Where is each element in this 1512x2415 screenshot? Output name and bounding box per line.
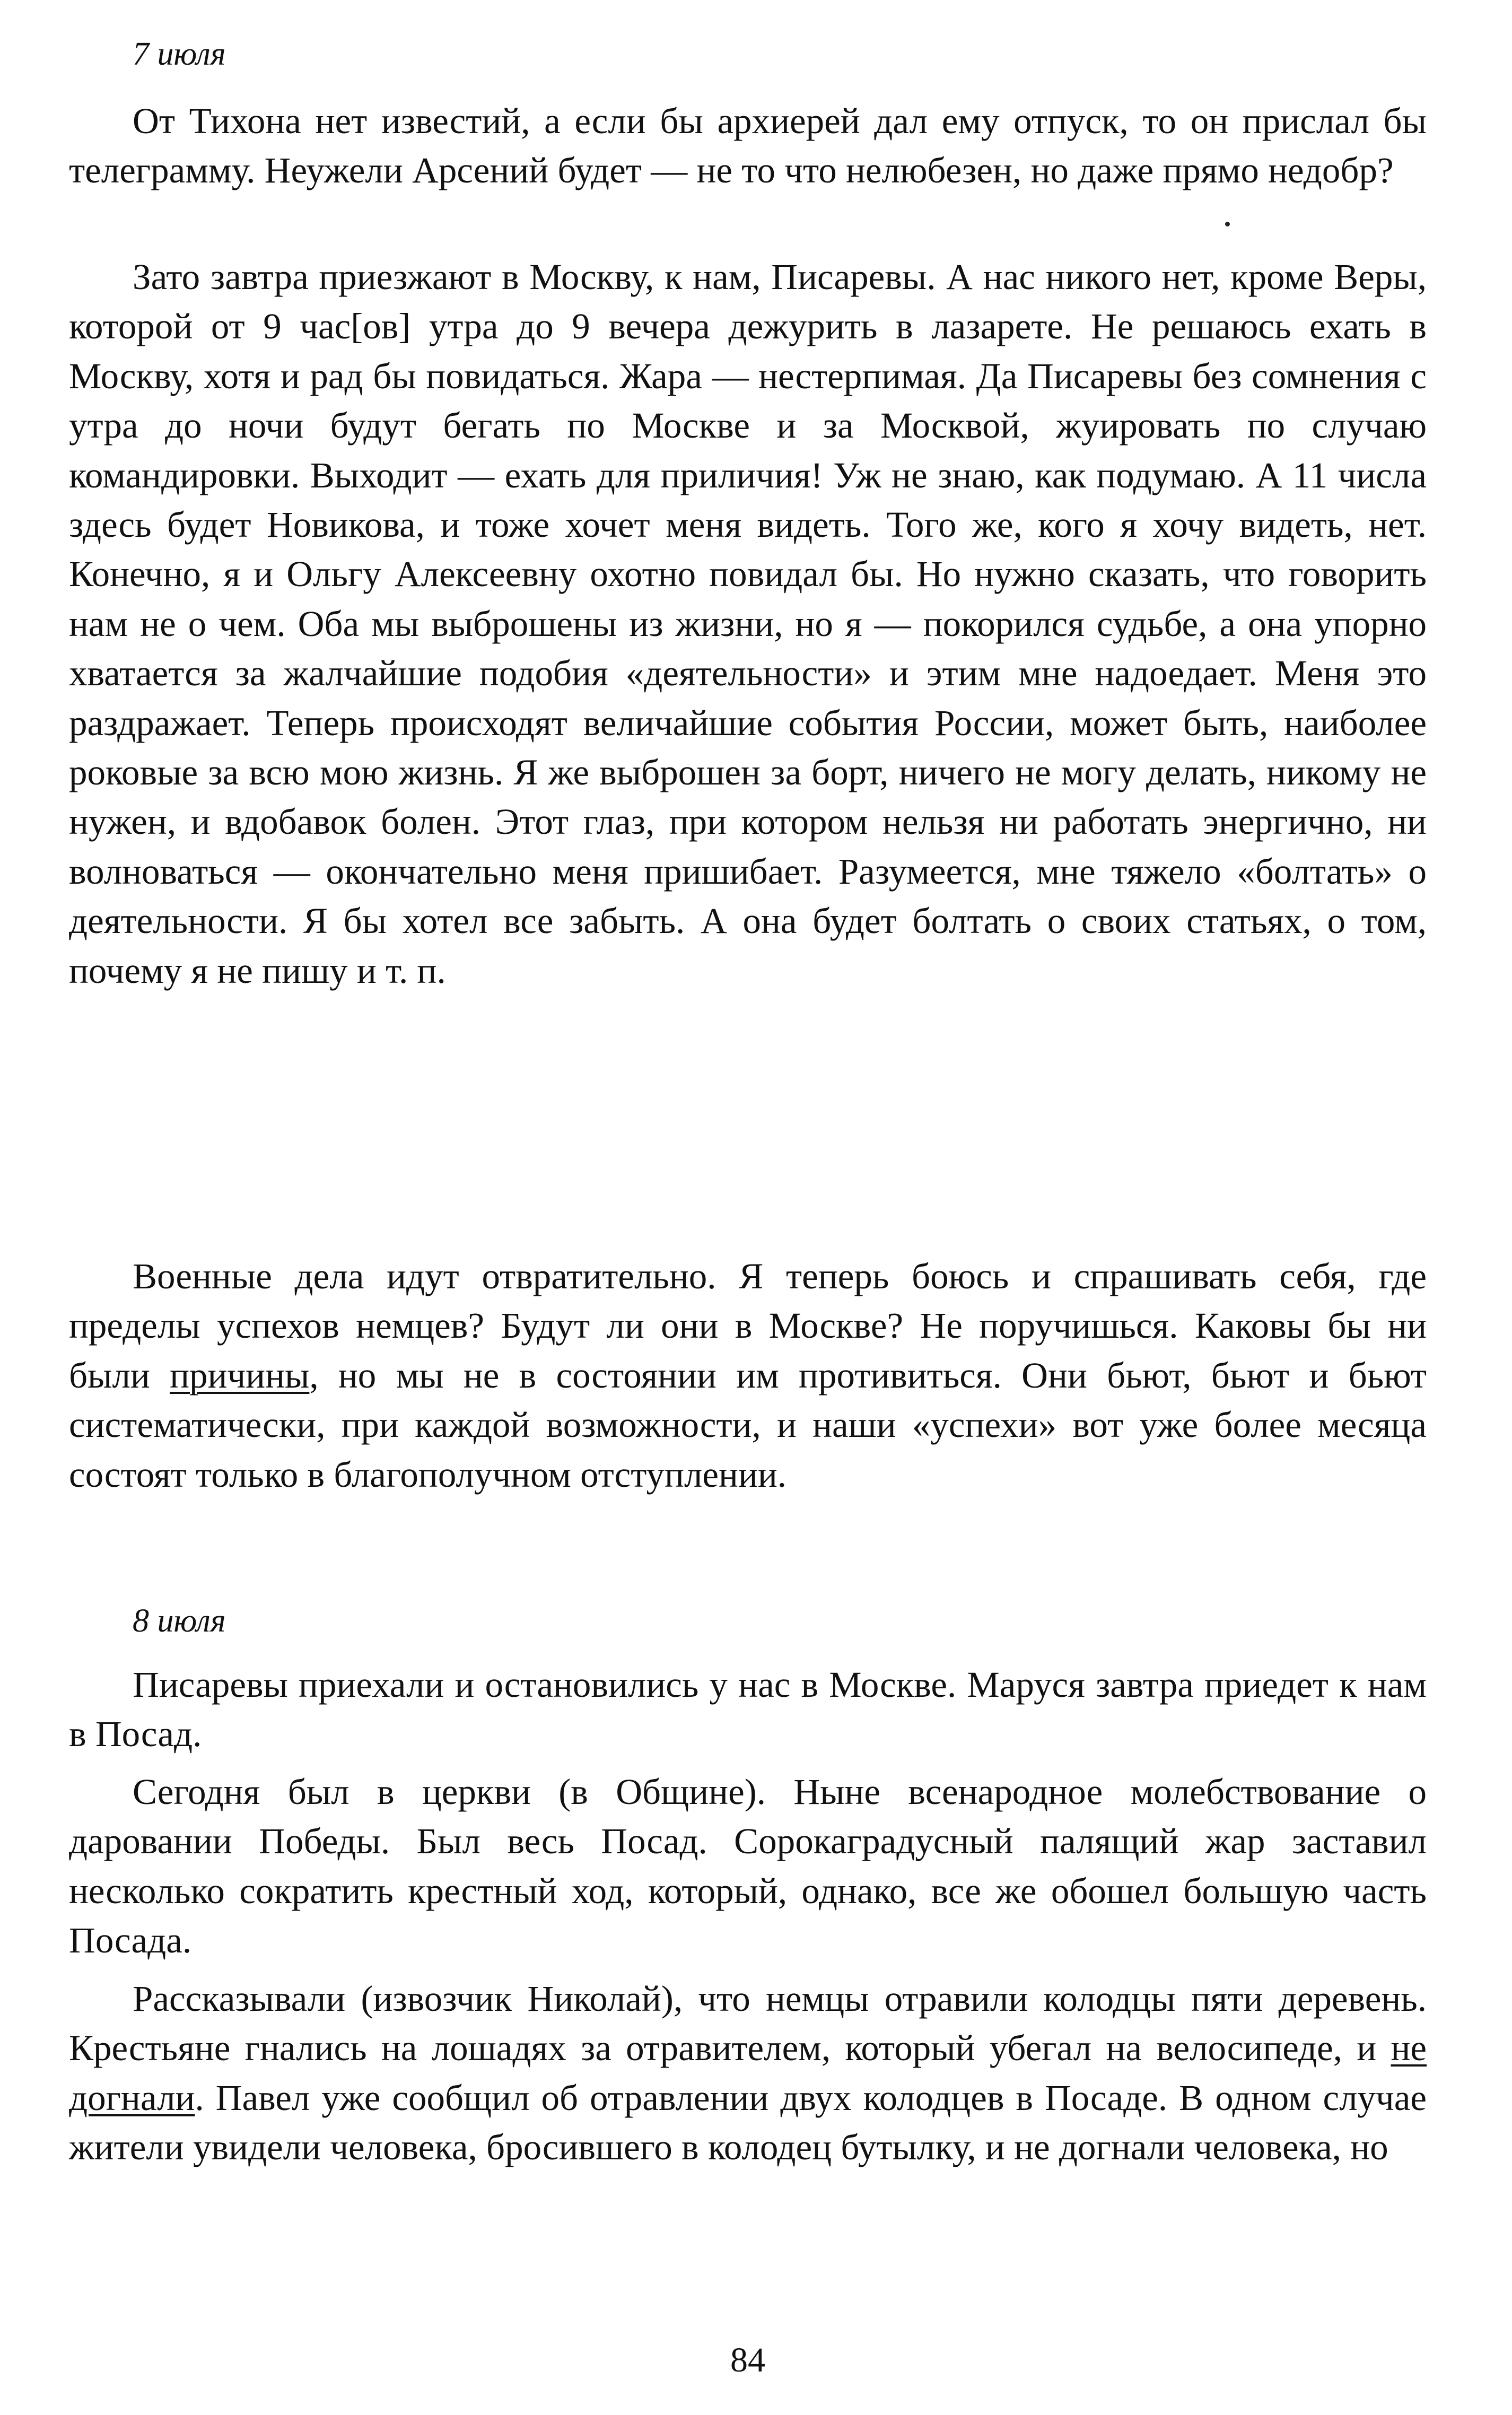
paragraph: Сегодня был в церкви (в Общине). Ныне всенародное молебствование о даровании Победы. Был весь Посад. Сорокаградусный палящий жар заставил несколько сократить крестный ход, который, однако, все же обошел большую часть Посада. [69,1772,1427,1961]
paragraph: Писаревы приехали и остановились у нас в Москве. Маруся завтра приедет к нам в Посад. [69,1664,1427,1755]
paragraph-text: Военные дела идут отвратительно. Я теперь боюсь и спрашивать себя, где пределы успехов немцев? Будут ли они в Москве? Не поручишься. Каковы бы ни были [69,1256,1427,1396]
paragraph: Зато завтра приезжают в Москву, к нам, Писаревы. А нас никого нет, кроме Веры, которой от 9 час[ов] утра до 9 вечера дежурить в лазарете. Не решаюсь ехать в Москву, хотя и рад бы повидаться. Жара — нестерпимая. Да Писаревы без сомнения с утра до ночи будут бегать по Москве и за Москвой, жуировать по случаю командировки. Выходит — ехать для приличия! Уж не знаю, как подумаю. А 11 числа здесь будет Новикова, и тоже хочет меня видеть. Того же, кого я хочу видеть, нет. Конечно, я и Ольгу Алексеевну охотно повидал бы. Но нужно сказать, что говорить нам не о чем. Оба мы выброшены из жизни, но я — покорился судьбе, а она упорно хватается за жалчайшие подобия «деятельности» и этим мне надоедает. Меня это раздражает. Теперь происходят величайшие события России, может быть, наиболее роковые за всю мою жизнь. Я же выброшен за борт, ничего не могу делать, никому не нужен, и вдобавок болен. Этот глаз, при котором нельзя ни работать энергично, ни волноваться — окончательно меня пришибает. Разумеется, мне тяжело «болтать» о деятельности. Я бы хотел все забыть. А она будет болтать о своих статьях, о том, почему я не пишу и т. п. [69,257,1427,991]
underlined-word: не догнали [69,2028,1427,2118]
paragraph-text: . Павел уже сообщил об отравлении двух колодцев в Посаде. В одном случае жители увидели человека, бросившего в колодец бутылку, и не догнали человека, но [69,2077,1427,2168]
diary-date-heading: 8 июля [133,1603,226,1639]
book-page [69,0,1427,2415]
page-number: 84 [730,2341,765,2379]
paragraph [69,1252,1427,1499]
paragraph-text: , но мы не в состоянии им противиться. Они бьют, бьют и бьют систематически, при каждой возможности, и наши «успехи» вот уже более месяца состоят только в благополучном отступлении. [69,1355,1427,1495]
underlined-word: причины [170,1355,310,1396]
ink-speck [1225,222,1230,226]
paragraph: От Тихона нет известий, а если бы архиерей дал ему отпуск, то он прислал бы телеграмму. Неужели Арсений будет — не то что нелюбезен, но даже прямо недобр? [69,101,1427,191]
paragraph-text: Рассказывали (извозчик Николай), что немцы отравили колодцы пяти деревень. Крестьяне гнались на лошадях за отравителем, который убегал на велосипеде, и [69,1978,1427,2069]
diary-date-heading: 7 июля [133,36,226,72]
paragraph [69,1974,1427,2173]
